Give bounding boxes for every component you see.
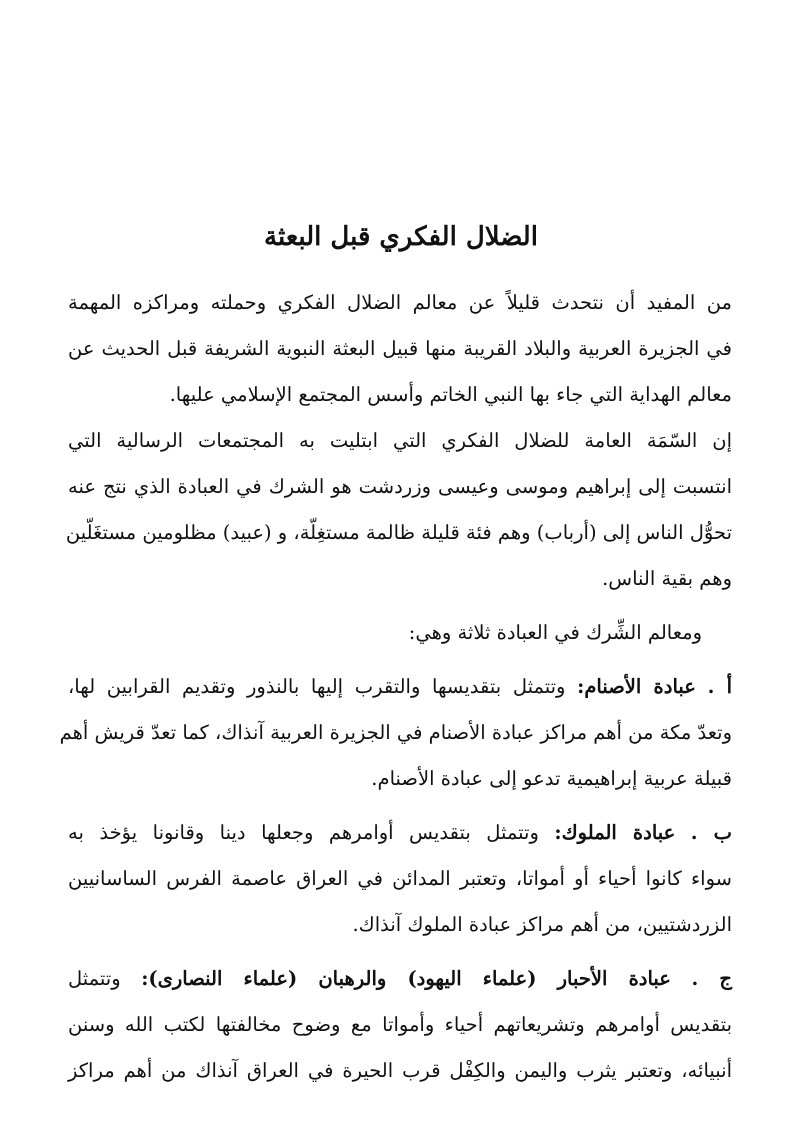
paragraph-2-line-3: تحوُّل الناس إلى (أرباب) وهم فئة قليلة ظالمة مستغِلّة، و (عبيد) مظلومين مستغَلّين (65, 521, 732, 544)
paragraph-2-line-1: إن السّمَة العامة للضلال الفكري التي ابتليت به المجتمعات الرسالية التي (68, 429, 732, 452)
item-c-line-2: بتقديس أوامرهم وتشريعاتهم أحياء وأمواتا مع وضوح مخالفتها لكتب الله وسنن (68, 1013, 732, 1036)
item-b-letter: ب . (690, 821, 733, 844)
item-b-line-2: سواء كانوا أحياء أو أمواتا، وتعتبر المدائن في العراق عاصمة الفرس الساسانيين (68, 867, 732, 890)
paragraph-3-line-1: ومعالم الشِّرك في العبادة ثلاثة وهي: (408, 621, 702, 644)
item-b-line-3: الزردشتيين، من أهم مراكز عبادة الملوك آنذاك. (352, 913, 732, 936)
paragraph-1-line-1: من المفيد أن نتحدث قليلاً عن معالم الضلال الفكري وحملته ومراكزه المهمة (68, 291, 732, 314)
item-c-letter: ج . (691, 967, 733, 990)
item-c-line-3: أنبيائه، وتعتبر يثرب واليمن والكِفْل قرب الحيرة في العراق آنذاك من أهم مراكز (68, 1059, 732, 1082)
item-b-text-1: وتتمثل بتقديس أوامرهم وجعلها دينا وقانونا يؤخذ به (68, 821, 539, 844)
item-a-line-2: وتعدّ مكة من أهم مراكز عبادة الأصنام في الجزيرة العربية آنذاك، كما تعدّ قريش أهم (59, 721, 732, 744)
item-b-line-1 (68, 818, 732, 848)
item-a-line-1 (68, 672, 732, 702)
item-a-letter: أ . (707, 675, 733, 698)
item-c-label: عبادة الأحبار (علماء اليهود) والرهبان (علماء النصارى): (141, 967, 671, 990)
item-a-label: عبادة الأصنام: (577, 675, 696, 698)
paragraph-1-line-3: معالم الهداية التي جاء بها النبي الخاتم وأسس المجتمع الإسلامي عليها. (169, 383, 732, 406)
item-c-text-1: وتتمثل (68, 967, 121, 990)
paragraph-1-line-2: في الجزيرة العربية والبلاد القريبة منها قبيل البعثة النبوية الشريفة قبل الحديث عن (68, 337, 732, 360)
paragraph-2-line-4: وهم بقية الناس. (602, 567, 732, 590)
item-a-line-3: قبيلة عربية إبراهيمية تدعو إلى عبادة الأصنام. (371, 767, 732, 790)
item-c-line-1 (68, 964, 732, 994)
paragraph-2-line-2: انتسبت إلى إبراهيم وموسى وعيسى وزردشت هو الشرك في العبادة الذي نتج عنه (68, 475, 732, 498)
page-title: الضلال الفكري قبل البعثة (264, 222, 538, 252)
item-b-label: عبادة الملوك: (554, 821, 676, 844)
item-a-text-1: وتتمثل بتقديسها والتقرب إليها بالنذور وتقديم القرابين لها، (68, 675, 566, 698)
